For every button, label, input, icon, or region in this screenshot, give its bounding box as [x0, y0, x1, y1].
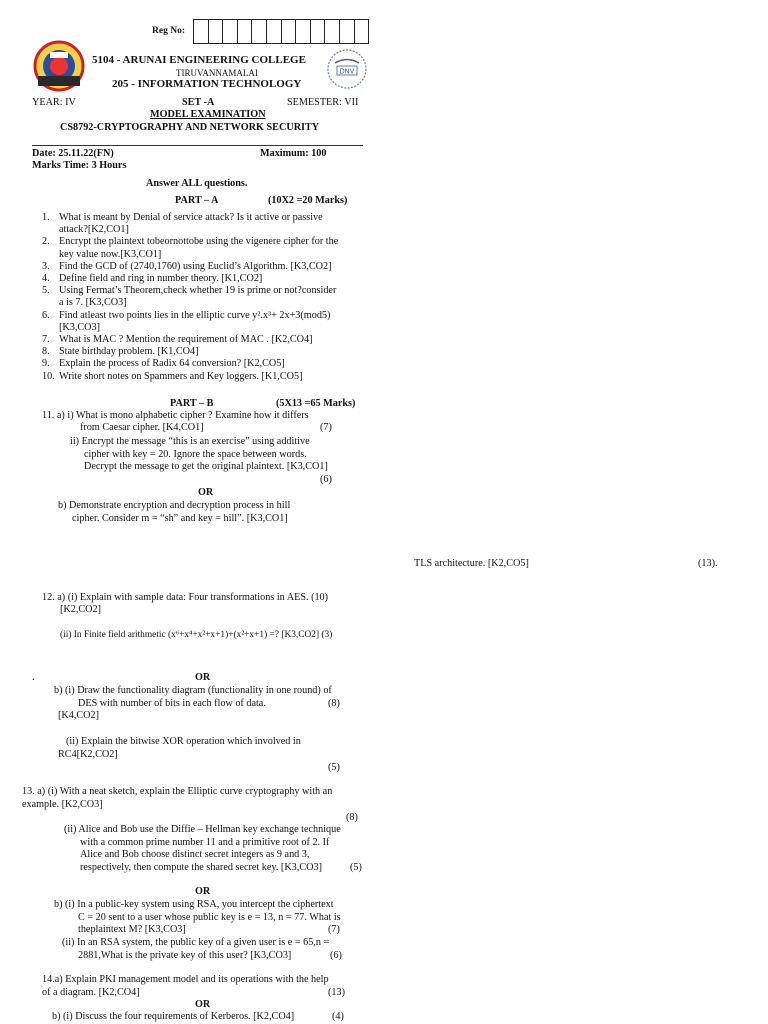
q14-a-line1: 14.a) Explain PKI management model and its operations with the help [42, 974, 329, 985]
part-a-question-number: 4. [42, 273, 50, 284]
part-a-title: PART – A [175, 195, 219, 206]
or-separator-13: OR [195, 886, 211, 897]
course-title: CS8792-CRYPTOGRAPHY AND NETWORK SECURITY [60, 122, 320, 133]
part-a-question-number: 5. [42, 285, 50, 297]
college-city: TIRUVANNAMALAI [176, 68, 258, 78]
part-a-question-text: What is meant by Denial of service attack? Is it active or passive [59, 212, 323, 223]
part-b-marks: (5X13 =65 Marks) [276, 398, 356, 409]
part-a-question-text: State birthday problem. [K1,CO4] [59, 346, 199, 358]
q13-b-i-line2: C = 20 sent to a user whose public key is e = 13, n = 77. What is [78, 912, 341, 923]
q12-b-i-marks: (8) [328, 698, 340, 709]
q11-a-i-marks: (7) [320, 422, 332, 433]
q11-a-i-line1: 11. a) i) What is mono alphabetic cipher ? Examine how it differs [42, 410, 309, 421]
part-a-question-text: key value now.[K3,CO1] [59, 248, 162, 260]
q11-a-i-line2: from Caesar cipher. [K4,CO1] [80, 422, 204, 433]
exam-date: Date: 25.11.22(FN) [32, 148, 114, 159]
part-a-question-text: Using Fermat’s Theorem,check whether 19 is prime or not?consider [59, 285, 337, 297]
part-a-question-number: 1. [42, 212, 50, 223]
part-a-question-text: [K3,CO3] [59, 321, 101, 333]
college-logo-icon [30, 40, 88, 92]
q12-a-ii: (ii) In Finite field arithmetic (x⁶+x⁴+x²+x+1)+(x²+x+1) =? [K3,CO2] (3) [60, 630, 333, 640]
q13-b-ii-line2: 2881,What is the private key of this user? [K3,CO3] [78, 950, 292, 961]
q13-a-ii-line4: respectively, then compute the shared secret key. [K3,CO3] [80, 862, 322, 873]
year-label: YEAR: IV [32, 97, 76, 108]
q12-b-i-line2: DES with number of bits in each flow of data. [78, 698, 266, 709]
maximum-marks: Maximum: 100 [260, 148, 327, 159]
tls-architecture-text: TLS architecture. [K2,CO5] [414, 558, 529, 569]
or-separator-14: OR [195, 999, 211, 1010]
q13-b-ii-marks: (6) [330, 950, 342, 961]
q11-a-ii-marks: (6) [320, 474, 332, 485]
q14-a-marks: (13) [328, 987, 345, 998]
tls-architecture-marks: (13). [698, 558, 718, 569]
q12-a-i-line2: [K2,CO2] [60, 604, 102, 615]
q13-a-ii-marks: (5) [350, 862, 362, 873]
exam-title: MODEL EXAMINATION [150, 109, 266, 120]
reg-no-boxes[interactable] [194, 19, 369, 44]
part-a-question-number: 7. [42, 334, 50, 345]
part-a-question-text: Encrypt the plaintext tobeornottobe using the vigenere cipher for the [59, 236, 339, 248]
q12-b-ii-line1: (ii) Explain the bitwise XOR operation which involved in [66, 736, 301, 747]
marks-time: Marks Time: 3 Hours [32, 160, 127, 171]
q11-a-ii-line1: ii) Encrypt the message “this is an exercise” using additive [70, 436, 310, 447]
instructions: Answer ALL questions. [146, 178, 248, 189]
dnv-text: DNV [339, 68, 355, 76]
q13-b-i-line1: b) (i) In a public-key system using RSA, you intercept the ciphertext [54, 899, 334, 910]
part-a-question-number: 8. [42, 346, 50, 358]
part-a-marks: (10X2 =20 Marks) [268, 195, 348, 206]
q14-b-line1: b) (i) Discuss the four requirements of Kerberos. [K2,CO4] [52, 1011, 295, 1022]
q14-b-marks: (4) [332, 1011, 344, 1022]
q13-a-i-marks: (8) [346, 812, 358, 823]
part-a-question-text: attack?[K2,CO1] [59, 224, 129, 236]
set-label: SET -A [182, 97, 215, 108]
q12-b-ii-marks: (5) [328, 762, 340, 773]
q11-a-ii-line3: Decrypt the message to get the original plaintext. [K3,CO1] [84, 461, 328, 472]
q12-b-ii-line2: RC4[K2,CO2] [58, 749, 118, 760]
q11-b-line2: cipher. Consider m = “sh” and key = hill”. [K3,CO1] [72, 513, 288, 524]
stray-dot: . [32, 672, 35, 683]
part-a-question-number: 2. [42, 236, 50, 248]
q13-a-i-line2: example. [K2,CO3] [22, 799, 103, 810]
college-name: 5104 - ARUNAI ENGINEERING COLLEGE [92, 54, 306, 66]
dnv-certification-logo-icon [326, 48, 368, 90]
part-a-question-text: Find atleast two points lies in the elliptic curve y².x³+ 2x+3(mod5) [59, 309, 331, 321]
q13-b-i-marks: (7) [328, 924, 340, 935]
q12-b-i-line3: [K4,CO2] [58, 710, 100, 721]
q13-b-ii-line1: (ii) In an RSA system, the public key of a given user is e = 65,n = [62, 937, 330, 948]
part-a-question-text: Explain the process of Radix 64 conversion? [K2,CO5] [59, 358, 285, 370]
part-a-question-text: Define field and ring in number theory. [K1,CO2] [59, 273, 263, 284]
part-a-question-text: a is 7. [K3,CO3] [59, 297, 127, 309]
q11-b-line1: b) Demonstrate encryption and decryption process in hill [58, 500, 291, 511]
semester-label: SEMESTER: VII [287, 97, 359, 108]
or-separator-11: OR [198, 487, 214, 498]
q13-a-ii-line2: with a common prime number 11 and a primitive root of 2. If [80, 837, 330, 848]
q11-a-ii-line2: cipher with key = 20. Ignore the space between words. [84, 449, 307, 460]
reg-no-label: Reg No: [152, 26, 185, 36]
q13-b-i-line3: theplaintext M? [K3,CO3] [78, 924, 186, 935]
or-separator-12: OR [195, 672, 211, 683]
part-a-question-number: 6. [42, 309, 50, 321]
header-divider [32, 145, 363, 146]
part-a-question-text: Write short notes on Spammers and Key loggers. [K1,CO5] [59, 370, 303, 382]
department: 205 - INFORMATION TECHNOLOGY [112, 78, 302, 90]
part-b-title: PART – B [170, 398, 214, 409]
q12-a-i-line1: 12. a) (i) Explain with sample data: Four transformations in AES. (10) [42, 592, 329, 603]
part-a-question-number: 10. [42, 370, 55, 382]
q13-a-ii-line3: Alice and Bob choose distinct secret integers as 9 and 3, [80, 849, 310, 860]
part-a-question-number: 3. [42, 260, 50, 272]
q14-a-line2: of a diagram. [K2,CO4] [42, 987, 140, 998]
q13-a-i-line1: 13. a) (i) With a neat sketch, explain the Elliptic curve cryptography with an [22, 786, 333, 797]
q13-a-ii-line1: (ii) Alice and Bob use the Diffie – Hellman key exchange technique [64, 824, 341, 835]
part-a-question-text: Find the GCD of (2740,1760) using Euclid’s Algorithm. [K3,CO2] [59, 260, 332, 272]
part-a-question-number: 9. [42, 358, 50, 370]
q12-b-i-line1: b) (i) Draw the functionality diagram (functionality in one round) of [54, 685, 332, 696]
part-a-question-text: What is MAC ? Mention the requirement of MAC . [K2,CO4] [59, 334, 313, 345]
